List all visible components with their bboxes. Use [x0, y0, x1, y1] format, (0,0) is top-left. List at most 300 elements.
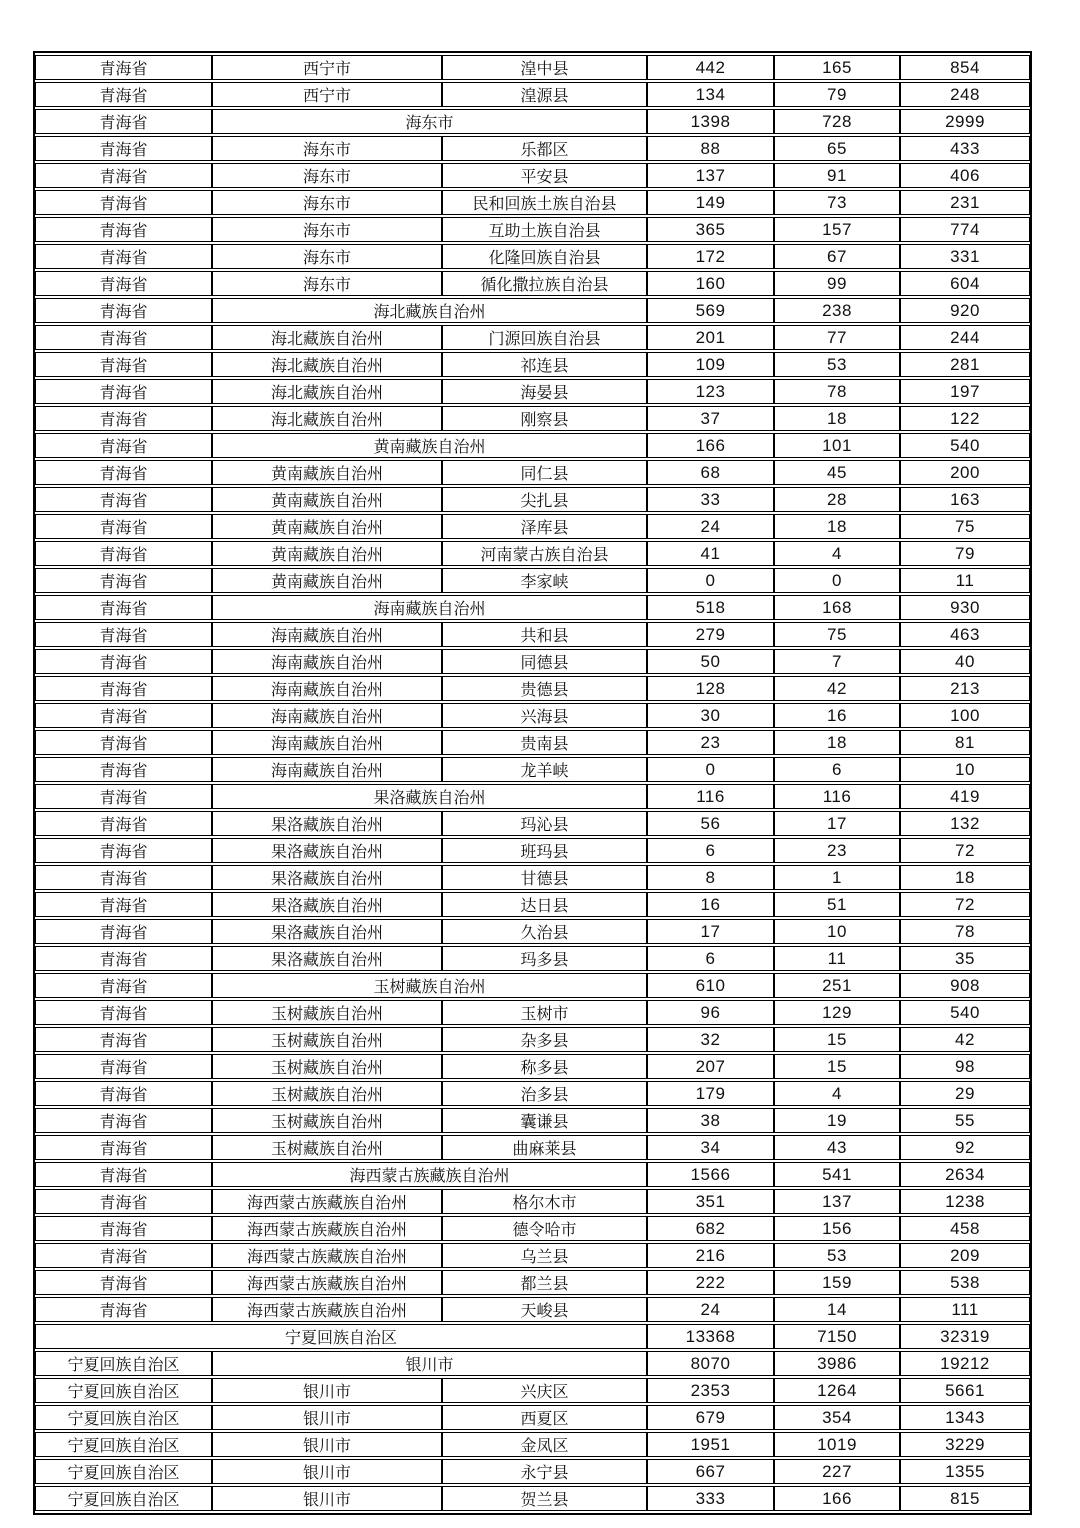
value-cell: 667 — [647, 1459, 774, 1484]
table-row — [35, 1324, 1030, 1349]
value-cell: 24 — [647, 1297, 774, 1322]
table-row — [35, 568, 1030, 593]
city-cell: 海北藏族自治州 — [212, 406, 442, 431]
table-row — [35, 865, 1030, 890]
city-cell: 海东市 — [212, 271, 442, 296]
table-row — [35, 1351, 1030, 1376]
city-cell: 海北藏族自治州 — [212, 379, 442, 404]
table-row — [35, 352, 1030, 377]
table-row — [35, 1378, 1030, 1403]
value-cell: 11 — [900, 568, 1030, 593]
value-cell: 213 — [900, 676, 1030, 701]
value-cell: 123 — [647, 379, 774, 404]
province-cell: 青海省 — [35, 865, 212, 890]
region-statistics-table — [33, 51, 1032, 1515]
value-cell: 1238 — [900, 1189, 1030, 1214]
value-cell: 50 — [647, 649, 774, 674]
value-cell: 908 — [900, 973, 1030, 998]
province-cell: 青海省 — [35, 1216, 212, 1241]
county-cell: 平安县 — [442, 163, 647, 188]
province-cell: 青海省 — [35, 1108, 212, 1133]
county-cell: 囊谦县 — [442, 1108, 647, 1133]
city-cell: 黄南藏族自治州 — [212, 460, 442, 485]
city-cell: 海南藏族自治州 — [212, 649, 442, 674]
value-cell: 331 — [900, 244, 1030, 269]
county-cell: 兴庆区 — [442, 1378, 647, 1403]
value-cell: 53 — [774, 1243, 900, 1268]
county-cell: 都兰县 — [442, 1270, 647, 1295]
value-cell: 222 — [647, 1270, 774, 1295]
province-cell: 青海省 — [35, 379, 212, 404]
county-cell: 曲麻莱县 — [442, 1135, 647, 1160]
table-row — [35, 271, 1030, 296]
value-cell: 2634 — [900, 1162, 1030, 1187]
table-row — [35, 55, 1030, 80]
province-cell: 青海省 — [35, 244, 212, 269]
value-cell: 28 — [774, 487, 900, 512]
table-row — [35, 1486, 1030, 1511]
value-cell: 8 — [647, 865, 774, 890]
table-row — [35, 1297, 1030, 1322]
city-cell: 海北藏族自治州 — [212, 325, 442, 350]
value-cell: 419 — [900, 784, 1030, 809]
province-cell: 青海省 — [35, 1162, 212, 1187]
province-cell: 宁夏回族自治区 — [35, 1432, 212, 1457]
province-cell: 青海省 — [35, 1081, 212, 1106]
city-cell: 玉树藏族自治州 — [212, 1081, 442, 1106]
table-row — [35, 622, 1030, 647]
value-cell: 538 — [900, 1270, 1030, 1295]
value-cell: 65 — [774, 136, 900, 161]
county-cell: 同德县 — [442, 649, 647, 674]
value-cell: 23 — [774, 838, 900, 863]
value-cell: 53 — [774, 352, 900, 377]
county-cell: 化隆回族自治县 — [442, 244, 647, 269]
value-cell: 518 — [647, 595, 774, 620]
province-cell: 青海省 — [35, 298, 212, 323]
value-cell: 72 — [900, 892, 1030, 917]
table-row — [35, 1216, 1030, 1241]
value-cell: 157 — [774, 217, 900, 242]
value-cell: 16 — [647, 892, 774, 917]
value-cell: 32 — [647, 1027, 774, 1052]
value-cell: 15 — [774, 1027, 900, 1052]
value-cell: 1264 — [774, 1378, 900, 1403]
value-cell: 251 — [774, 973, 900, 998]
value-cell: 540 — [900, 433, 1030, 458]
table-row — [35, 1000, 1030, 1025]
document-page — [33, 51, 1028, 1515]
city-cell: 海西蒙古族藏族自治州 — [212, 1243, 442, 1268]
province-cell: 青海省 — [35, 514, 212, 539]
county-cell: 西夏区 — [442, 1405, 647, 1430]
value-cell: 244 — [900, 325, 1030, 350]
province-cell: 青海省 — [35, 595, 212, 620]
city-cell: 玉树藏族自治州 — [212, 1000, 442, 1025]
value-cell: 227 — [774, 1459, 900, 1484]
value-cell: 88 — [647, 136, 774, 161]
table-row — [35, 433, 1030, 458]
county-cell: 李家峡 — [442, 568, 647, 593]
province-cell: 青海省 — [35, 973, 212, 998]
value-cell: 29 — [900, 1081, 1030, 1106]
table-row — [35, 946, 1030, 971]
value-cell: 42 — [774, 676, 900, 701]
table-row — [35, 298, 1030, 323]
value-cell: 0 — [774, 568, 900, 593]
province-cell: 青海省 — [35, 919, 212, 944]
value-cell: 18 — [774, 730, 900, 755]
city-total-cell: 海东市 — [212, 109, 647, 134]
county-cell: 达日县 — [442, 892, 647, 917]
city-cell: 海东市 — [212, 163, 442, 188]
value-cell: 165 — [774, 55, 900, 80]
value-cell: 4 — [774, 1081, 900, 1106]
province-cell: 宁夏回族自治区 — [35, 1405, 212, 1430]
county-cell: 河南蒙古族自治县 — [442, 541, 647, 566]
county-cell: 治多县 — [442, 1081, 647, 1106]
county-cell: 共和县 — [442, 622, 647, 647]
value-cell: 55 — [900, 1108, 1030, 1133]
value-cell: 569 — [647, 298, 774, 323]
city-cell: 果洛藏族自治州 — [212, 838, 442, 863]
city-cell: 果洛藏族自治州 — [212, 811, 442, 836]
value-cell: 1566 — [647, 1162, 774, 1187]
province-cell: 青海省 — [35, 271, 212, 296]
city-cell: 银川市 — [212, 1459, 442, 1484]
province-cell: 青海省 — [35, 757, 212, 782]
value-cell: 1951 — [647, 1432, 774, 1457]
province-cell: 青海省 — [35, 136, 212, 161]
province-cell: 青海省 — [35, 703, 212, 728]
value-cell: 78 — [774, 379, 900, 404]
value-cell: 137 — [647, 163, 774, 188]
table-row — [35, 973, 1030, 998]
value-cell: 1398 — [647, 109, 774, 134]
value-cell: 116 — [774, 784, 900, 809]
value-cell: 540 — [900, 1000, 1030, 1025]
province-cell: 青海省 — [35, 325, 212, 350]
county-cell: 玉树市 — [442, 1000, 647, 1025]
value-cell: 1019 — [774, 1432, 900, 1457]
value-cell: 209 — [900, 1243, 1030, 1268]
value-cell: 433 — [900, 136, 1030, 161]
value-cell: 4 — [774, 541, 900, 566]
value-cell: 38 — [647, 1108, 774, 1133]
city-cell: 海西蒙古族藏族自治州 — [212, 1297, 442, 1322]
value-cell: 172 — [647, 244, 774, 269]
value-cell: 19212 — [900, 1351, 1030, 1376]
city-cell: 黄南藏族自治州 — [212, 487, 442, 512]
value-cell: 2999 — [900, 109, 1030, 134]
value-cell: 458 — [900, 1216, 1030, 1241]
value-cell: 134 — [647, 82, 774, 107]
city-cell: 黄南藏族自治州 — [212, 541, 442, 566]
city-cell: 海北藏族自治州 — [212, 352, 442, 377]
province-cell: 青海省 — [35, 622, 212, 647]
table-row — [35, 676, 1030, 701]
value-cell: 248 — [900, 82, 1030, 107]
value-cell: 96 — [647, 1000, 774, 1025]
value-cell: 1 — [774, 865, 900, 890]
province-cell: 青海省 — [35, 1135, 212, 1160]
value-cell: 111 — [900, 1297, 1030, 1322]
province-cell: 青海省 — [35, 82, 212, 107]
value-cell: 6 — [647, 946, 774, 971]
county-cell: 贵德县 — [442, 676, 647, 701]
table-row — [35, 784, 1030, 809]
province-cell: 青海省 — [35, 1000, 212, 1025]
value-cell: 137 — [774, 1189, 900, 1214]
province-cell: 宁夏回族自治区 — [35, 1459, 212, 1484]
value-cell: 238 — [774, 298, 900, 323]
table-row — [35, 541, 1030, 566]
value-cell: 75 — [900, 514, 1030, 539]
city-cell: 海南藏族自治州 — [212, 703, 442, 728]
province-cell: 青海省 — [35, 568, 212, 593]
value-cell: 116 — [647, 784, 774, 809]
city-cell: 海东市 — [212, 136, 442, 161]
province-cell: 青海省 — [35, 109, 212, 134]
county-cell: 天峻县 — [442, 1297, 647, 1322]
province-cell: 青海省 — [35, 676, 212, 701]
county-cell: 泽库县 — [442, 514, 647, 539]
city-total-cell: 果洛藏族自治州 — [212, 784, 647, 809]
value-cell: 56 — [647, 811, 774, 836]
county-cell: 尖扎县 — [442, 487, 647, 512]
value-cell: 8070 — [647, 1351, 774, 1376]
province-cell: 青海省 — [35, 892, 212, 917]
table-row — [35, 190, 1030, 215]
value-cell: 406 — [900, 163, 1030, 188]
value-cell: 365 — [647, 217, 774, 242]
county-cell: 贵南县 — [442, 730, 647, 755]
city-cell: 黄南藏族自治州 — [212, 514, 442, 539]
county-cell: 格尔木市 — [442, 1189, 647, 1214]
value-cell: 930 — [900, 595, 1030, 620]
province-cell: 青海省 — [35, 217, 212, 242]
value-cell: 854 — [900, 55, 1030, 80]
county-cell: 贺兰县 — [442, 1486, 647, 1511]
table-row — [35, 1135, 1030, 1160]
value-cell: 41 — [647, 541, 774, 566]
value-cell: 6 — [647, 838, 774, 863]
value-cell: 34 — [647, 1135, 774, 1160]
city-cell: 果洛藏族自治州 — [212, 946, 442, 971]
province-cell: 青海省 — [35, 1270, 212, 1295]
city-cell: 海南藏族自治州 — [212, 730, 442, 755]
province-cell: 青海省 — [35, 433, 212, 458]
city-cell: 海西蒙古族藏族自治州 — [212, 1216, 442, 1241]
table-row — [35, 163, 1030, 188]
value-cell: 75 — [774, 622, 900, 647]
table-row — [35, 919, 1030, 944]
city-cell: 玉树藏族自治州 — [212, 1054, 442, 1079]
table-row — [35, 514, 1030, 539]
city-cell: 西宁市 — [212, 82, 442, 107]
value-cell: 17 — [647, 919, 774, 944]
value-cell: 728 — [774, 109, 900, 134]
city-cell: 海南藏族自治州 — [212, 757, 442, 782]
county-cell: 龙羊峡 — [442, 757, 647, 782]
province-cell: 青海省 — [35, 649, 212, 674]
county-cell: 玛多县 — [442, 946, 647, 971]
value-cell: 37 — [647, 406, 774, 431]
table-row — [35, 244, 1030, 269]
table-row — [35, 1270, 1030, 1295]
value-cell: 79 — [900, 541, 1030, 566]
city-cell: 银川市 — [212, 1405, 442, 1430]
value-cell: 91 — [774, 163, 900, 188]
value-cell: 351 — [647, 1189, 774, 1214]
value-cell: 815 — [900, 1486, 1030, 1511]
city-cell: 银川市 — [212, 1486, 442, 1511]
value-cell: 679 — [647, 1405, 774, 1430]
value-cell: 68 — [647, 460, 774, 485]
province-cell: 宁夏回族自治区 — [35, 1351, 212, 1376]
city-cell: 玉树藏族自治州 — [212, 1108, 442, 1133]
city-total-cell: 海北藏族自治州 — [212, 298, 647, 323]
value-cell: 281 — [900, 352, 1030, 377]
county-cell: 乐都区 — [442, 136, 647, 161]
province-cell: 青海省 — [35, 838, 212, 863]
county-cell: 金凤区 — [442, 1432, 647, 1457]
value-cell: 98 — [900, 1054, 1030, 1079]
value-cell: 774 — [900, 217, 1030, 242]
table-row — [35, 379, 1030, 404]
value-cell: 128 — [647, 676, 774, 701]
value-cell: 0 — [647, 757, 774, 782]
province-cell: 青海省 — [35, 730, 212, 755]
value-cell: 109 — [647, 352, 774, 377]
table-body — [35, 55, 1030, 1511]
province-cell: 青海省 — [35, 784, 212, 809]
county-cell: 湟中县 — [442, 55, 647, 80]
city-cell: 玉树藏族自治州 — [212, 1027, 442, 1052]
county-cell: 海晏县 — [442, 379, 647, 404]
city-total-cell: 银川市 — [212, 1351, 647, 1376]
county-cell: 门源回族自治县 — [442, 325, 647, 350]
county-cell: 刚察县 — [442, 406, 647, 431]
value-cell: 19 — [774, 1108, 900, 1133]
table-row — [35, 1459, 1030, 1484]
table-row — [35, 325, 1030, 350]
province-cell: 青海省 — [35, 460, 212, 485]
value-cell: 73 — [774, 190, 900, 215]
county-cell: 玛沁县 — [442, 811, 647, 836]
city-cell: 海东市 — [212, 217, 442, 242]
value-cell: 10 — [774, 919, 900, 944]
province-cell: 青海省 — [35, 811, 212, 836]
city-cell: 果洛藏族自治州 — [212, 892, 442, 917]
city-cell: 银川市 — [212, 1432, 442, 1457]
city-cell: 海东市 — [212, 244, 442, 269]
province-cell: 青海省 — [35, 541, 212, 566]
value-cell: 18 — [774, 514, 900, 539]
value-cell: 2353 — [647, 1378, 774, 1403]
value-cell: 3986 — [774, 1351, 900, 1376]
value-cell: 24 — [647, 514, 774, 539]
value-cell: 7150 — [774, 1324, 900, 1349]
value-cell: 354 — [774, 1405, 900, 1430]
table-row — [35, 757, 1030, 782]
table-row — [35, 730, 1030, 755]
value-cell: 16 — [774, 703, 900, 728]
value-cell: 18 — [774, 406, 900, 431]
county-cell: 杂多县 — [442, 1027, 647, 1052]
value-cell: 78 — [900, 919, 1030, 944]
table-row — [35, 406, 1030, 431]
city-cell: 果洛藏族自治州 — [212, 919, 442, 944]
table-row — [35, 1081, 1030, 1106]
table-row — [35, 1405, 1030, 1430]
city-cell: 海西蒙古族藏族自治州 — [212, 1270, 442, 1295]
value-cell: 279 — [647, 622, 774, 647]
county-cell: 称多县 — [442, 1054, 647, 1079]
city-total-cell: 玉树藏族自治州 — [212, 973, 647, 998]
value-cell: 159 — [774, 1270, 900, 1295]
province-cell: 宁夏回族自治区 — [35, 1378, 212, 1403]
value-cell: 231 — [900, 190, 1030, 215]
value-cell: 442 — [647, 55, 774, 80]
table-row — [35, 1189, 1030, 1214]
county-cell: 互助土族自治县 — [442, 217, 647, 242]
value-cell: 13368 — [647, 1324, 774, 1349]
value-cell: 1355 — [900, 1459, 1030, 1484]
county-cell: 德令哈市 — [442, 1216, 647, 1241]
table-row — [35, 487, 1030, 512]
value-cell: 163 — [900, 487, 1030, 512]
city-cell: 玉树藏族自治州 — [212, 1135, 442, 1160]
city-total-cell: 海南藏族自治州 — [212, 595, 647, 620]
county-cell: 祁连县 — [442, 352, 647, 377]
province-cell: 青海省 — [35, 55, 212, 80]
value-cell: 333 — [647, 1486, 774, 1511]
table-row — [35, 217, 1030, 242]
value-cell: 67 — [774, 244, 900, 269]
value-cell: 81 — [900, 730, 1030, 755]
province-cell: 宁夏回族自治区 — [35, 1486, 212, 1511]
value-cell: 200 — [900, 460, 1030, 485]
value-cell: 132 — [900, 811, 1030, 836]
table-row — [35, 649, 1030, 674]
county-cell: 乌兰县 — [442, 1243, 647, 1268]
county-cell: 同仁县 — [442, 460, 647, 485]
table-row — [35, 595, 1030, 620]
value-cell: 129 — [774, 1000, 900, 1025]
table-row — [35, 460, 1030, 485]
city-total-cell: 海西蒙古族藏族自治州 — [212, 1162, 647, 1187]
city-cell: 海南藏族自治州 — [212, 622, 442, 647]
city-cell: 黄南藏族自治州 — [212, 568, 442, 593]
value-cell: 51 — [774, 892, 900, 917]
value-cell: 920 — [900, 298, 1030, 323]
county-cell: 永宁县 — [442, 1459, 647, 1484]
province-cell: 青海省 — [35, 946, 212, 971]
value-cell: 610 — [647, 973, 774, 998]
value-cell: 604 — [900, 271, 1030, 296]
province-cell: 青海省 — [35, 1054, 212, 1079]
value-cell: 168 — [774, 595, 900, 620]
value-cell: 23 — [647, 730, 774, 755]
county-cell: 久治县 — [442, 919, 647, 944]
province-total-cell: 宁夏回族自治区 — [35, 1324, 647, 1349]
value-cell: 11 — [774, 946, 900, 971]
province-cell: 青海省 — [35, 1297, 212, 1322]
value-cell: 682 — [647, 1216, 774, 1241]
province-cell: 青海省 — [35, 1243, 212, 1268]
table-row — [35, 1108, 1030, 1133]
